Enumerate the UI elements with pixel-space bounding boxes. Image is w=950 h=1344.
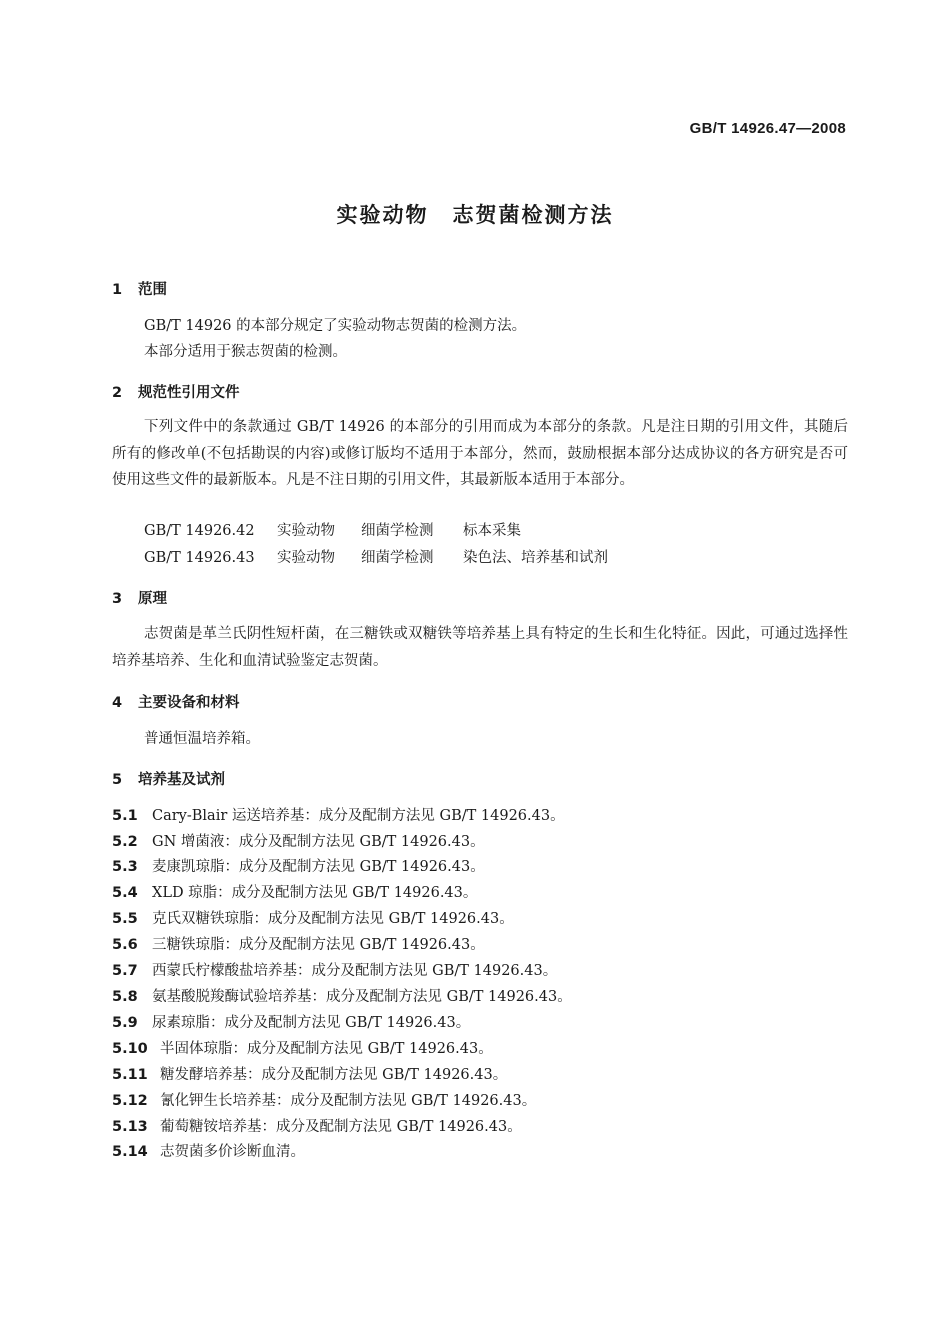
list-item [112, 987, 572, 1007]
item-number: 5.13 [112, 1119, 148, 1135]
section-3-heading [112, 587, 167, 608]
item-number: 5.8 [112, 989, 138, 1005]
list-item [112, 961, 557, 981]
item-number: 5.3 [112, 859, 138, 875]
title-part-2: 志贺菌检测方法 [452, 203, 614, 227]
section-number: 1 [112, 282, 123, 298]
item-number: 5.4 [112, 885, 138, 901]
reference-entry [144, 548, 608, 568]
section-2-heading [112, 381, 240, 402]
item-number: 5.1 [112, 808, 138, 824]
item-number: 5.14 [112, 1144, 148, 1160]
section-5-heading [112, 768, 225, 789]
item-text: 麦康凯琼脂：成分及配制方法见 GB/T 14926.43。 [152, 859, 485, 875]
section-number: 5 [112, 772, 123, 788]
list-item [112, 806, 565, 826]
item-text: 克氏双糖铁琼脂：成分及配制方法见 GB/T 14926.43。 [152, 911, 514, 927]
section-title: 范围 [138, 282, 167, 298]
section-number: 4 [112, 695, 123, 711]
list-item [112, 1117, 522, 1137]
list-item [112, 883, 477, 903]
equipment-line: 普通恒温培养箱。 [144, 731, 260, 747]
item-number: 5.2 [112, 834, 138, 850]
list-item [112, 857, 485, 877]
list-item [112, 1142, 305, 1162]
normative-references-paragraph: 下列文件中的条款通过 GB/T 14926 的本部分的引用而成为本部分的条款。凡是注日期的引用文件，其随后所有的修改单(不包括勘误的内容)或修订版均不适用于本部分，然而，鼓励根据本部分达成协议的各方研究是否可使用这些文件的最新版本。凡是不注日期的引用文件，其最新版本适用于本部分。 [112, 419, 848, 488]
item-text: 尿素琼脂：成分及配制方法见 GB/T 14926.43。 [152, 1015, 471, 1031]
list-item [112, 1013, 470, 1033]
section-title: 主要设备和材料 [138, 695, 240, 711]
item-text: 氨基酸脱羧酶试验培养基：成分及配制方法见 GB/T 14926.43。 [152, 989, 572, 1005]
reference-name: 染色法、培养基和试剂 [463, 550, 608, 566]
section-title: 原理 [138, 591, 167, 607]
reference-category: 实验动物 [277, 550, 335, 566]
item-text: XLD 琼脂：成分及配制方法见 GB/T 14926.43。 [152, 885, 478, 901]
scope-line: GB/T 14926 的本部分规定了实验动物志贺菌的检测方法。 [144, 318, 527, 334]
item-text: GN 增菌液：成分及配制方法见 GB/T 14926.43。 [152, 834, 485, 850]
list-item [112, 1039, 493, 1059]
section-title: 规范性引用文件 [138, 385, 240, 401]
item-number: 5.11 [112, 1067, 148, 1083]
reference-subcategory: 细菌学检测 [361, 523, 434, 539]
item-number: 5.6 [112, 937, 138, 953]
list-item [112, 1091, 536, 1111]
section-number: 2 [112, 385, 123, 401]
reference-code: GB/T 14926.42 [144, 523, 255, 539]
section-title: 培养基及试剂 [138, 772, 225, 788]
item-text: 半固体琼脂：成分及配制方法见 GB/T 14926.43。 [160, 1041, 493, 1057]
standard-code: GB/T 14926.47—2008 [689, 120, 846, 137]
scope-line: 本部分适用于猴志贺菌的检测。 [144, 344, 347, 360]
section-number: 3 [112, 591, 123, 607]
reference-name: 标本采集 [463, 523, 521, 539]
item-text: 葡萄糖铵培养基：成分及配制方法见 GB/T 14926.43。 [160, 1119, 522, 1135]
reference-category: 实验动物 [277, 523, 335, 539]
item-number: 5.12 [112, 1093, 148, 1109]
item-text: 志贺菌多价诊断血清。 [160, 1144, 305, 1160]
item-text: 糖发酵培养基：成分及配制方法见 GB/T 14926.43。 [160, 1067, 508, 1083]
item-number: 5.10 [112, 1041, 148, 1057]
section-1-heading [112, 278, 167, 299]
reference-entry [144, 521, 521, 541]
document-title [0, 199, 950, 229]
reference-code: GB/T 14926.43 [144, 550, 255, 566]
item-text: 三糖铁琼脂：成分及配制方法见 GB/T 14926.43。 [152, 937, 485, 953]
title-part-1: 实验动物 [336, 203, 429, 227]
item-text: 氰化钾生长培养基：成分及配制方法见 GB/T 14926.43。 [160, 1093, 537, 1109]
item-number: 5.7 [112, 963, 138, 979]
list-item [112, 909, 514, 929]
item-text: Cary-Blair 运送培养基：成分及配制方法见 GB/T 14926.43。 [152, 808, 565, 824]
principle-paragraph: 志贺菌是革兰氏阴性短杆菌，在三糖铁或双糖铁等培养基上具有特定的生长和生化特征。因此，可通过选择性培养基培养、生化和血清试验鉴定志贺菌。 [112, 626, 848, 669]
item-number: 5.9 [112, 1015, 138, 1031]
item-text: 西蒙氏柠檬酸盐培养基：成分及配制方法见 GB/T 14926.43。 [152, 963, 558, 979]
reference-subcategory: 细菌学检测 [361, 550, 434, 566]
item-number: 5.5 [112, 911, 138, 927]
list-item [112, 935, 485, 955]
list-item [112, 832, 485, 852]
list-item [112, 1065, 507, 1085]
section-4-heading [112, 691, 240, 712]
